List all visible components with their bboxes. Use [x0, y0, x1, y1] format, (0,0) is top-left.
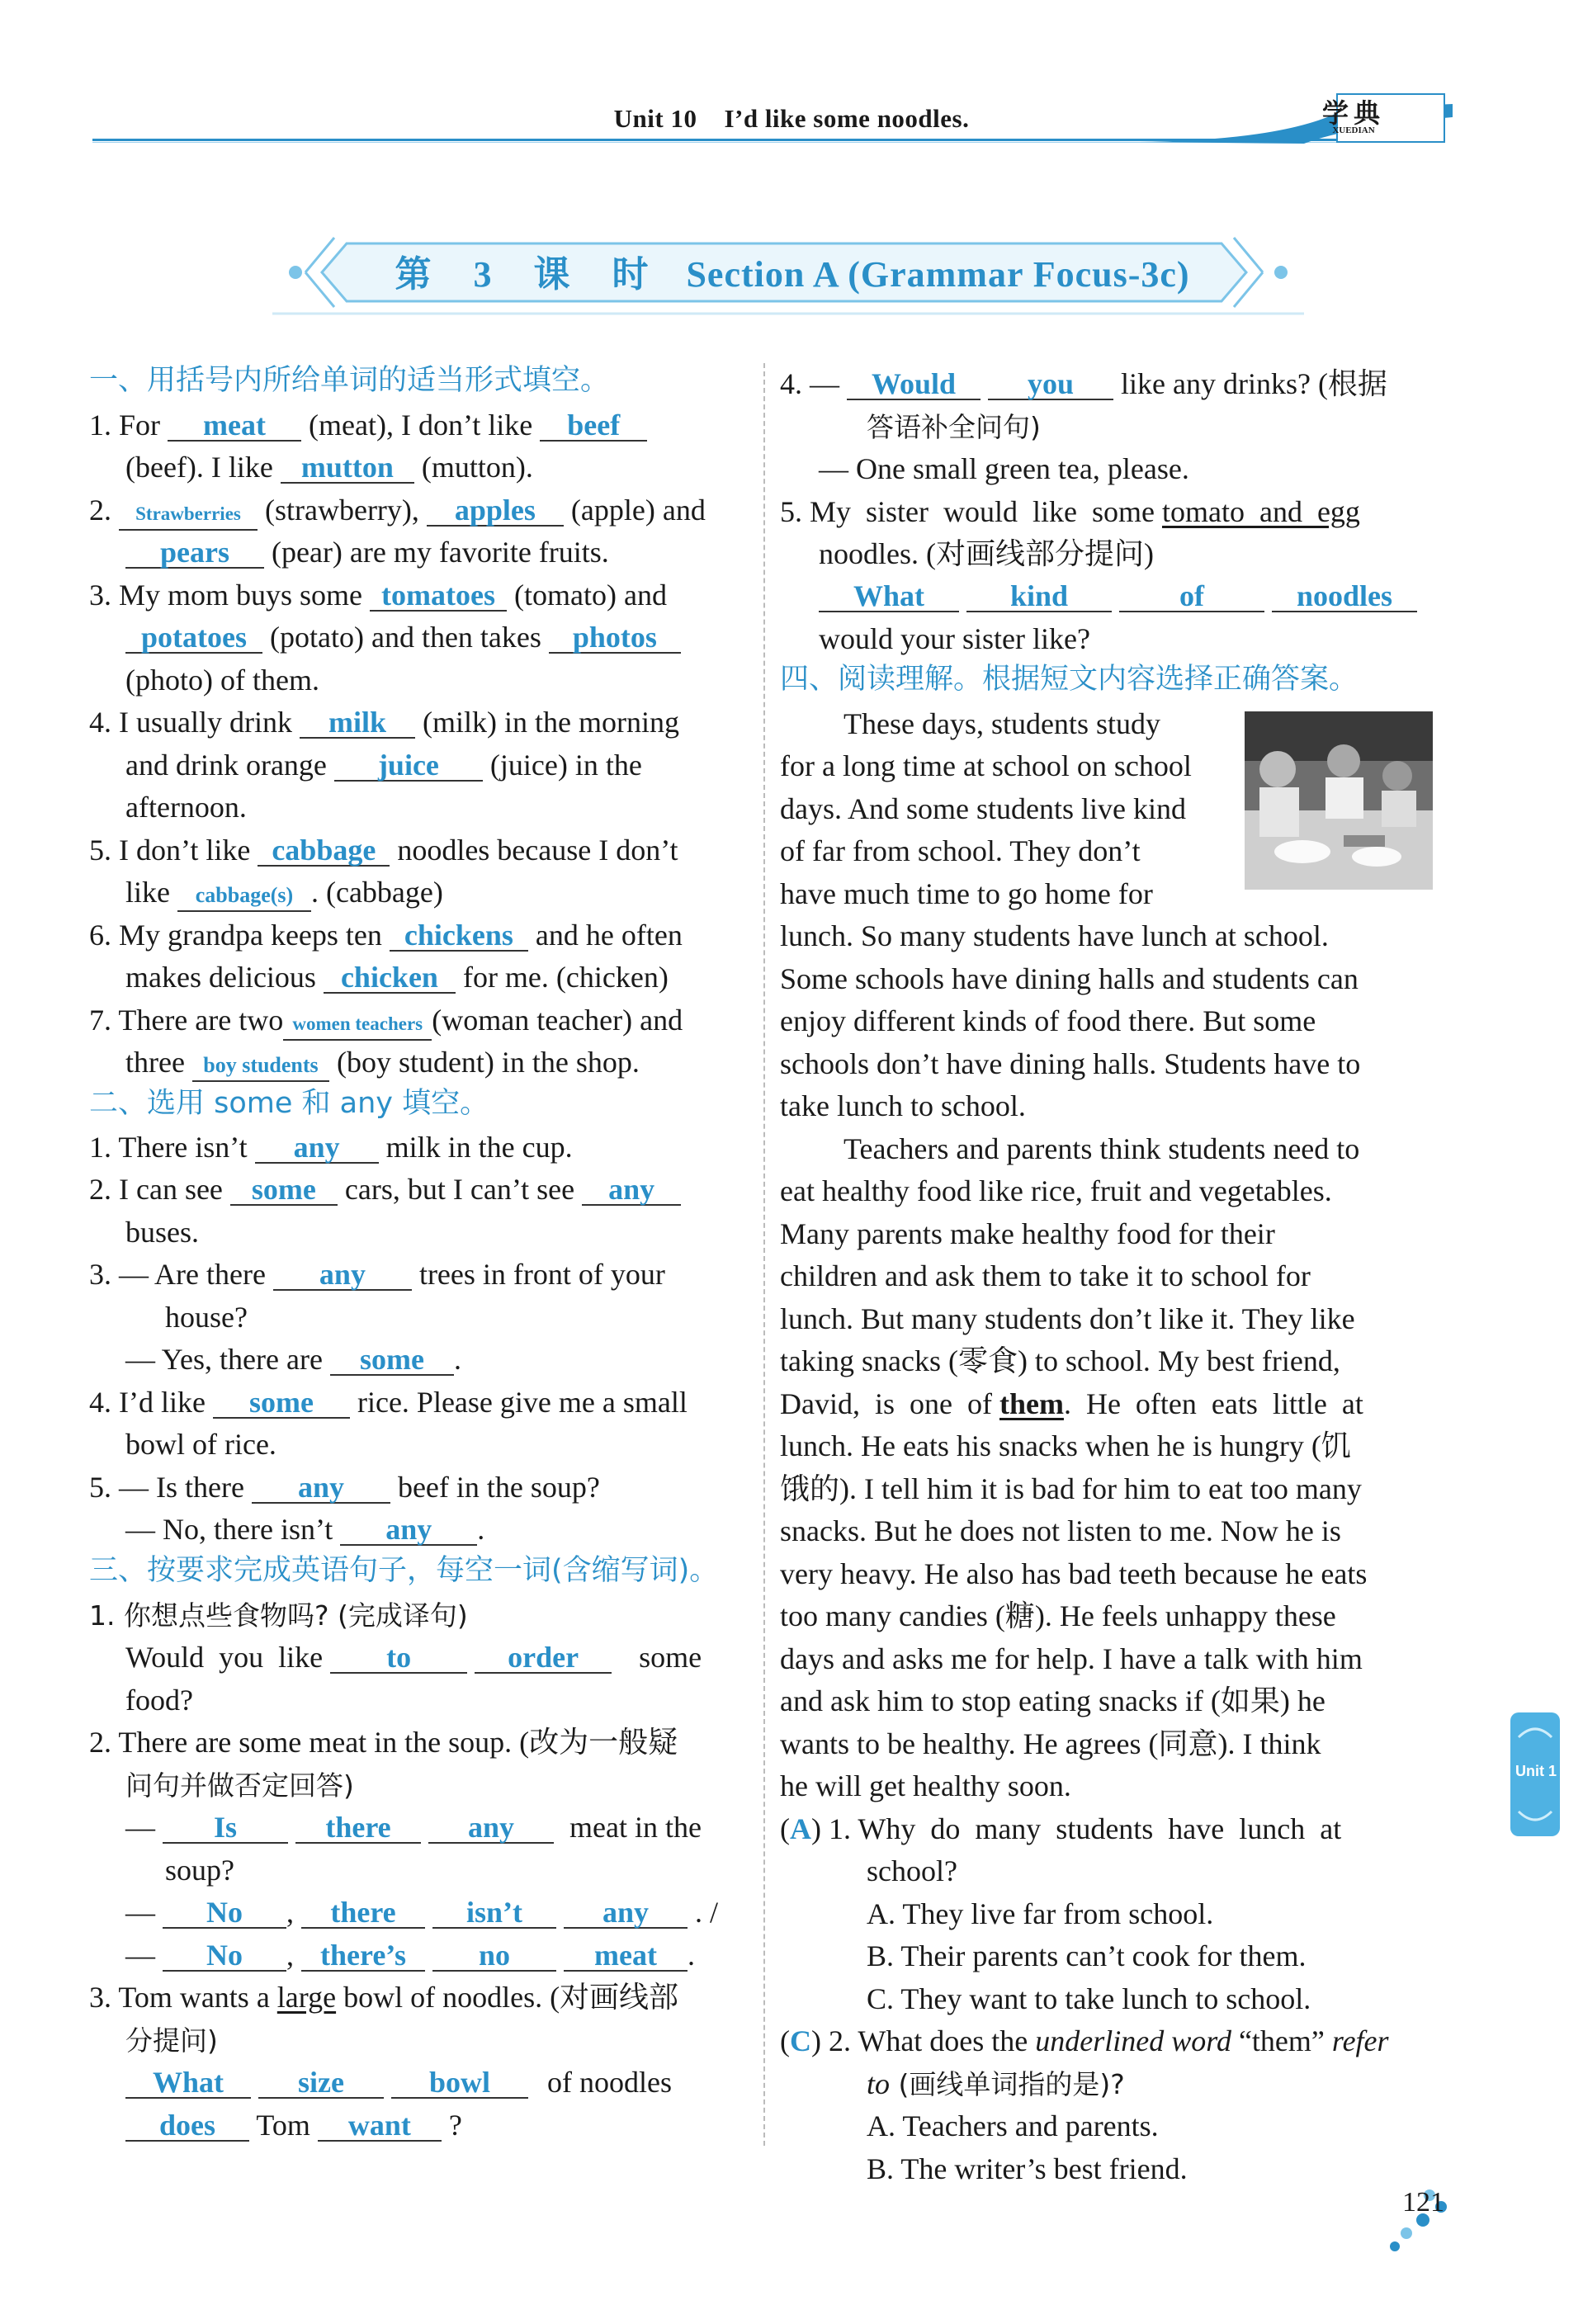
section2-title: 二、选用 some 和 any 填空。 [89, 1087, 489, 1120]
s3-q5-line2: noodles. (对画线部分提问) [819, 537, 1154, 570]
s3-q2-line3: — Is there any meat in the [125, 1811, 702, 1844]
passage-line: have much time to go home for [780, 877, 1153, 910]
s3-q1-line2: Would you like to order some [125, 1641, 702, 1674]
answer-blank[interactable]: there [301, 1897, 425, 1929]
passage-line: days and asks me for help. I have a talk with him [780, 1642, 1363, 1675]
s1-q3-line3: (photo) of them. [125, 664, 319, 697]
s4-q1-line2: school? [867, 1854, 957, 1887]
passage-line: days. And some students live kind [780, 792, 1186, 825]
s3-q4-line3: — One small green tea, please. [819, 452, 1189, 485]
passage-line: he will get healthy soon. [780, 1769, 1071, 1802]
answer-blank[interactable]: Would [847, 369, 981, 400]
answer-blank[interactable]: No [163, 1897, 286, 1929]
s1-q4-line3: afternoon. [125, 791, 247, 824]
answer-blank[interactable]: some [230, 1174, 338, 1206]
answer-blank[interactable]: mutton [281, 452, 414, 484]
s1-q7-line2: three boy students (boy student) in the shop. [125, 1042, 640, 1084]
s3-q3-line2: 分提问) [125, 2024, 218, 2057]
option[interactable]: A. Teachers and parents. [867, 2109, 1159, 2142]
passage-line: very heavy. He also has bad teeth because he eats [780, 1557, 1368, 1590]
s3-q3-line4: does Tom want ? [125, 2104, 462, 2147]
answer-blank[interactable]: What [125, 2067, 251, 2099]
answer-blank[interactable]: there [295, 1812, 421, 1844]
s2-q2-line1: 2. I can see some cars, but I can’t see any [89, 1169, 681, 1211]
answer-blank[interactable]: meat [564, 1940, 688, 1972]
s1-q3-line1: 3. My mom buys some tomatoes (tomato) and [89, 579, 667, 612]
s3-q4-line2: 答语补全问句) [867, 411, 1041, 443]
passage-line: These days, students study [843, 707, 1160, 740]
s3-q1-line1: 1. 你想点些食物吗? (完成译句) [89, 1599, 468, 1632]
s1-q7-line1: 7. There are two women teachers (woman teacher) and [89, 999, 683, 1042]
answer-blank[interactable]: any [252, 1472, 390, 1504]
s1-q6-line1: 6. My grandpa keeps ten chickens and he often [89, 919, 683, 952]
answer-blank[interactable]: pears [125, 537, 264, 569]
s2-q4-line1: 4. I’d like some rice. Please give me a small [89, 1386, 688, 1419]
page-number: 121 [1402, 2187, 1444, 2218]
lesson-label: 第 3 课 时 [395, 254, 665, 295]
s2-q2-line2: buses. [125, 1216, 199, 1249]
answer-blank[interactable]: Strawberries [119, 499, 258, 531]
s2-q4-line2: bowl of rice. [125, 1428, 276, 1461]
answer-blank[interactable]: potatoes [125, 622, 262, 654]
answer-blank[interactable]: any [255, 1132, 379, 1164]
passage-line: for a long time at school on school [780, 749, 1192, 782]
answer-blank[interactable]: juice [334, 750, 483, 782]
s2-q5-line1: 5. — Is there any beef in the soup? [89, 1471, 600, 1504]
passage-line: take lunch to school. [780, 1089, 1026, 1122]
passage-line: Many parents make healthy food for their [780, 1217, 1275, 1250]
section1-title: 一、用括号内所给单词的适当形式填空。 [89, 364, 610, 397]
answer-blank[interactable]: boy students [192, 1051, 329, 1082]
answer-blank[interactable]: want [318, 2110, 442, 2142]
answer-blank[interactable]: bowl [391, 2067, 528, 2099]
answer-blank[interactable]: to [330, 1642, 467, 1674]
answer-blank[interactable]: you [988, 369, 1113, 400]
answer-blank[interactable]: No [163, 1940, 286, 1972]
s4-q2-line1: (C) 2. What does the underlined word “them” refer [780, 2024, 1389, 2057]
answer-blank[interactable]: isn’t [432, 1897, 556, 1929]
answer-blank[interactable]: does [125, 2110, 249, 2142]
s3-q3-line1: 3. Tom wants a large bowl of noodles. (对画线部 [89, 1981, 679, 2014]
s2-q3-line1: 3. — Are there any trees in front of your [89, 1258, 665, 1291]
underlined-word: them [999, 1387, 1064, 1420]
answer-blank[interactable]: any [564, 1897, 688, 1929]
answer-blank[interactable]: some [213, 1387, 350, 1419]
passage-line: taking snacks (零食) to school. My best friend, [780, 1344, 1340, 1377]
answer-blank[interactable]: noodles [1272, 581, 1417, 612]
answer-blank[interactable]: women teachers [283, 1009, 432, 1041]
s4-q2-line2: to (画线单词指的是)? [867, 2067, 1125, 2100]
passage-line: children and ask them to take it to school for [780, 1259, 1311, 1292]
answer-blank[interactable]: apples [427, 495, 564, 527]
s1-q2-line2: pears (pear) are my favorite fruits. [125, 531, 609, 574]
s1-q3-line2: potatoes (potato) and then takes photos [125, 616, 681, 659]
option[interactable]: B. The writer’s best friend. [867, 2152, 1188, 2185]
s2-q1: 1. There isn’t any milk in the cup. [89, 1131, 573, 1164]
answer-blank[interactable]: What [819, 581, 959, 612]
s3-q2-line1: 2. There are some meat in the soup. (改为一般疑 [89, 1726, 678, 1759]
option[interactable]: C. They want to take lunch to school. [867, 1982, 1311, 2015]
s1-q1-line2: (beef). I like mutton (mutton). [125, 451, 533, 484]
passage-line: wants to be healthy. He agrees (同意). I think [780, 1727, 1321, 1760]
passage-line: Some schools have dining halls and students can [780, 962, 1359, 995]
s2-q5-line2: — No, there isn’t any . [125, 1513, 485, 1546]
s3-q2-line6: — No , there’s no meat . [125, 1939, 695, 1972]
answer-blank[interactable]: size [258, 2067, 384, 2099]
answer-blank[interactable]: some [330, 1344, 454, 1376]
answer-blank[interactable]: no [432, 1940, 556, 1972]
s1-q4-line2: and drink orange juice (juice) in the [125, 749, 642, 782]
section4-title: 四、阅读理解。根据短文内容选择正确答案。 [780, 663, 1359, 696]
s2-q3-line3: — Yes, there are some . [125, 1343, 461, 1376]
answer-blank[interactable]: any [273, 1259, 412, 1291]
option[interactable]: A. They live far from school. [867, 1897, 1214, 1930]
answer-blank[interactable]: Is [163, 1812, 288, 1844]
passage-line: David, is one of them. He often eats little at [780, 1387, 1363, 1420]
answer-blank[interactable]: any [582, 1174, 681, 1206]
s3-q5-line1: 5. My sister would like some tomato and egg [780, 495, 1360, 528]
choice-answer[interactable]: A [790, 1812, 811, 1845]
section-title [347, 244, 1238, 297]
answer-blank[interactable]: cabbage(s) [177, 881, 311, 912]
section-label: Section A (Grammar Focus-3c) [686, 254, 1190, 295]
s3-q2-line2: 问句并做否定回答) [125, 1769, 354, 1802]
answer-blank[interactable]: any [340, 1514, 477, 1546]
passage-line: lunch. So many students have lunch at school. [780, 919, 1329, 952]
s2-q3-line2: house? [165, 1301, 248, 1334]
column-divider [763, 363, 765, 2146]
s3-q4-line1: 4. — Would you like any drinks? (根据 [780, 367, 1387, 400]
passage-line: and ask him to stop eating snacks if (如果) he [780, 1684, 1325, 1717]
option[interactable]: B. Their parents can’t cook for them. [867, 1939, 1307, 1972]
passage-line: of far from school. They don’t [780, 834, 1141, 867]
passage-line: enjoy different kinds of food there. But some [780, 1004, 1316, 1037]
passage-line: 饿的). I tell him it is bad for him to eat too many [780, 1472, 1362, 1505]
passage-line: schools don’t have dining halls. Students have to [780, 1047, 1361, 1080]
s3-q3-line3: What size bowl of noodles [125, 2062, 672, 2104]
answer-blank[interactable]: chickens [390, 920, 528, 952]
answer-blank[interactable]: meat [168, 410, 301, 442]
passage-line: snacks. But he does not listen to me. Now he is [780, 1514, 1341, 1547]
answer-blank[interactable]: there’s [301, 1940, 425, 1972]
header-title: Unit 10 I’d like some noodles. [613, 104, 970, 133]
answer-blank[interactable]: tomatoes [370, 580, 507, 612]
answer-blank[interactable]: cabbage [258, 835, 390, 867]
s1-q4-line1: 4. I usually drink milk (milk) in the morning [89, 706, 679, 739]
s3-q5-line4: would your sister like? [819, 622, 1090, 655]
answer-blank[interactable]: of [1119, 581, 1264, 612]
answer-blank[interactable]: order [475, 1642, 612, 1674]
s1-q5-line1: 5. I don’t like cabbage noodles because I don’t [89, 834, 678, 867]
s3-q2-line4: soup? [165, 1854, 234, 1887]
students-lunch-photo [1245, 711, 1433, 890]
answer-blank[interactable]: any [428, 1812, 554, 1844]
s1-q6-line2: makes delicious chicken for me. (chicken) [125, 961, 669, 994]
passage-line: lunch. But many students don’t like it. They like [780, 1302, 1355, 1335]
s1-q2-line1: 2. Strawberries (strawberry), apples (apple) and [89, 489, 706, 531]
logo-text: 学典 [1321, 98, 1385, 128]
answer-blank[interactable]: chicken [324, 962, 456, 994]
s1-q1-line1: 1. For meat (meat), I don’t like beef [89, 404, 647, 446]
side-tab-label: Unit 1 [1515, 1763, 1557, 1779]
s1-q5-line2: like cabbage(s) . (cabbage) [125, 872, 443, 914]
choice-answer[interactable]: C [790, 2024, 811, 2057]
s3-q5-line3 [819, 575, 1417, 617]
logo-subtext: XUEDIAN [1332, 125, 1375, 135]
answer-blank[interactable]: kind [966, 581, 1112, 612]
passage-line: too many candies (糖). He feels unhappy these [780, 1599, 1336, 1632]
passage-line: Teachers and parents think students need to [843, 1132, 1360, 1165]
passage-line: eat healthy food like rice, fruit and vegetables. [780, 1174, 1332, 1207]
answer-blank[interactable]: photos [549, 622, 681, 654]
answer-blank[interactable]: beef [540, 410, 647, 442]
s3-q2-line5: — No , there isn’t any . / [125, 1896, 719, 1929]
s3-q1-line3: food? [125, 1684, 193, 1717]
s4-q1-line1: (A) 1. Why do many students have lunch at [780, 1812, 1342, 1845]
answer-blank[interactable]: milk [300, 707, 415, 739]
passage-line: lunch. He eats his snacks when he is hungry (饥 [780, 1429, 1351, 1462]
section3-title: 三、按要求完成英语句子，每空一词(含缩写词)。 [89, 1554, 719, 1587]
